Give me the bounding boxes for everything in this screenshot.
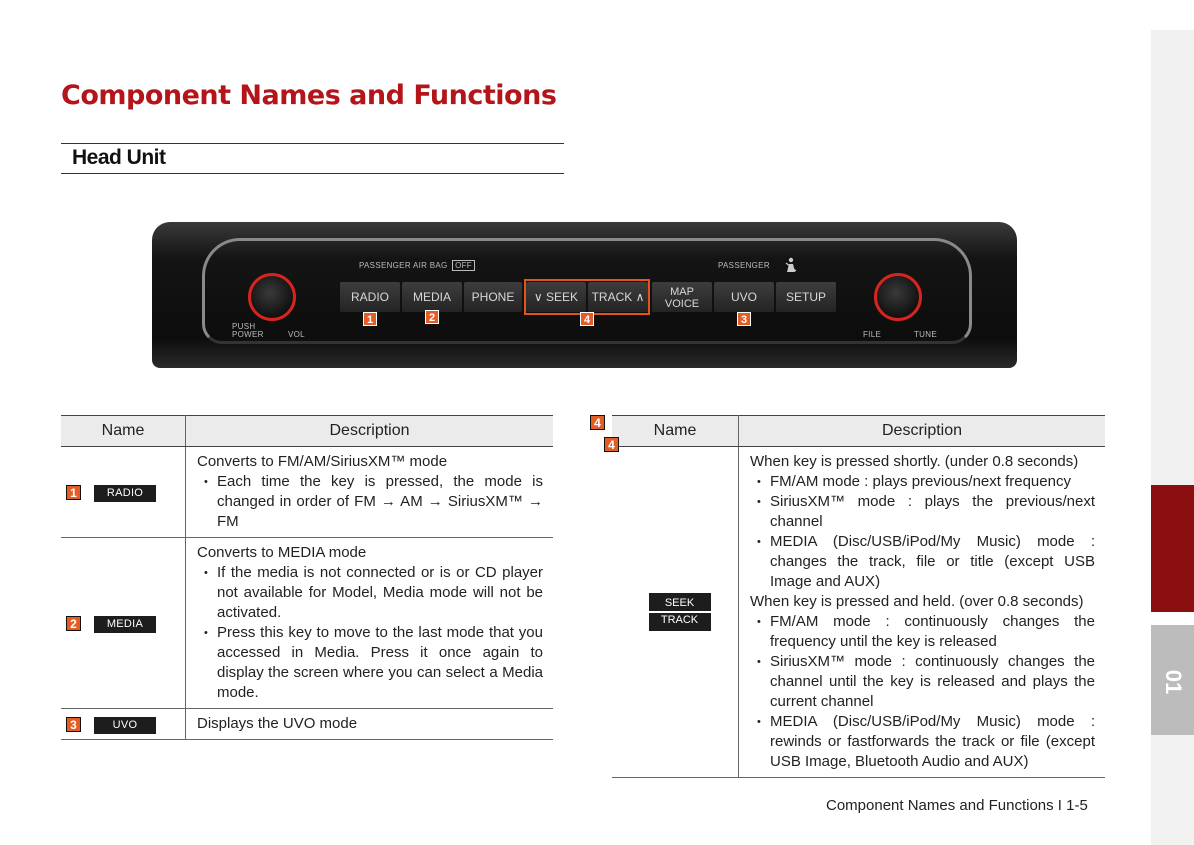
table-row	[61, 538, 553, 709]
radio-key-image: RADIO	[94, 485, 156, 502]
media-key-image: MEDIA	[94, 616, 156, 633]
setup-key[interactable]: SETUP	[776, 282, 836, 312]
voice-label: VOICE	[664, 298, 700, 310]
name-header: Name	[61, 416, 186, 447]
chapter-tab	[1151, 625, 1194, 735]
seek-track-key-image	[649, 593, 711, 631]
radio-description	[186, 447, 554, 538]
table-row	[61, 447, 553, 538]
section-number-marker: 4	[590, 415, 605, 430]
head-unit-illustration	[152, 222, 1017, 368]
description-bullet: • Press this key to move to the last mode that you accessed in Media. Press it once again to display the screen where you can select a Media mode.	[197, 623, 543, 703]
description-header: Description	[186, 416, 554, 447]
chapter-number: 01	[1160, 669, 1186, 695]
description-lead: Converts to MEDIA mode	[197, 544, 367, 561]
description-bullet: • MEDIA (Disc/USB/iPod/My Music) mode : changes the track, file or title (except USB Image and AUX)	[750, 532, 1095, 592]
media-description	[186, 538, 554, 709]
tune-label: TUNE	[914, 330, 937, 339]
table-row	[612, 447, 1105, 778]
file-label: FILE	[863, 330, 882, 339]
key-table-right	[608, 415, 1105, 778]
passenger-label: PASSENGER	[718, 261, 770, 270]
callout-marker: 3	[737, 312, 751, 326]
section-title: Head Unit	[72, 146, 166, 169]
callout-marker: 1	[363, 312, 377, 326]
map-label: MAP	[670, 286, 694, 298]
row-number: 1	[66, 485, 81, 500]
row-number: 2	[66, 616, 81, 631]
uvo-key[interactable]: UVO	[714, 282, 774, 312]
callout-marker: 2	[425, 310, 439, 324]
description-bullet: • Each time the key is pressed, the mode is changed in order of FM → AM → SiriusXM™ → FM	[197, 472, 543, 532]
description-bullet: • FM/AM mode : continuously changes the frequency until the key is released	[750, 612, 1095, 652]
track-key-label: TRACK	[649, 611, 711, 631]
name-header: Name	[612, 416, 739, 447]
description-bullet: • SiriusXM™ mode : plays the previous/next channel	[750, 492, 1095, 532]
description-lead: When key is pressed and held. (over 0.8 seconds)	[750, 593, 1084, 610]
table-row	[61, 709, 553, 740]
airbag-status: OFF	[452, 260, 475, 271]
description-lead: Converts to FM/AM/SiriusXM™ mode	[197, 453, 448, 470]
push-label: PUSH	[232, 322, 256, 331]
tune-knob	[874, 273, 922, 321]
row-number: 3	[66, 717, 81, 732]
map-voice-key[interactable]	[652, 282, 712, 312]
description-bullet: • SiriusXM™ mode : continuously changes the channel until the key is released and plays the current channel	[750, 652, 1095, 712]
callout-marker: 4	[580, 312, 594, 326]
seek-track-highlight	[524, 279, 650, 315]
uvo-key-image: UVO	[94, 717, 156, 734]
chapter-tab-active	[1151, 485, 1194, 612]
description-bullet: • If the media is not connected or is or CD player not available for Model, Media mode will not be activated.	[197, 563, 543, 623]
description-bullet: • MEDIA (Disc/USB/iPod/My Music) mode : rewinds or fastforwards the track or file (except USB Image, Bluetooth Audio and AUX)	[750, 712, 1095, 772]
seek-key[interactable]: ∨ SEEK	[526, 282, 586, 312]
airbag-label-text: PASSENGER AIR BAG	[359, 261, 448, 270]
seatbelt-icon	[784, 257, 798, 273]
uvo-description	[186, 709, 554, 740]
side-tab-bottom	[1151, 735, 1194, 845]
volume-knob	[248, 273, 296, 321]
power-label: POWER	[232, 330, 264, 339]
track-key[interactable]: TRACK ∧	[588, 282, 648, 312]
vol-label: VOL	[288, 330, 305, 339]
row-number: 4	[604, 437, 619, 452]
media-key[interactable]: MEDIA	[402, 282, 462, 312]
description-lead: When key is pressed shortly. (under 0.8 seconds)	[750, 453, 1079, 470]
phone-key[interactable]: PHONE	[464, 282, 522, 312]
description-lead: Displays the UVO mode	[197, 715, 358, 732]
radio-key[interactable]: RADIO	[340, 282, 400, 312]
description-bullet: • FM/AM mode : plays previous/next frequency	[750, 472, 1095, 492]
page-footer: Component Names and Functions I 1-5	[826, 797, 1088, 814]
description-header: Description	[739, 416, 1106, 447]
seek-track-description	[739, 447, 1106, 778]
seek-key-label: SEEK	[664, 597, 695, 609]
key-table-left	[61, 415, 553, 740]
side-tab-background	[1151, 30, 1194, 485]
section-header	[61, 143, 564, 174]
page-title: Component Names and Functions	[61, 80, 557, 111]
airbag-label	[359, 261, 475, 270]
